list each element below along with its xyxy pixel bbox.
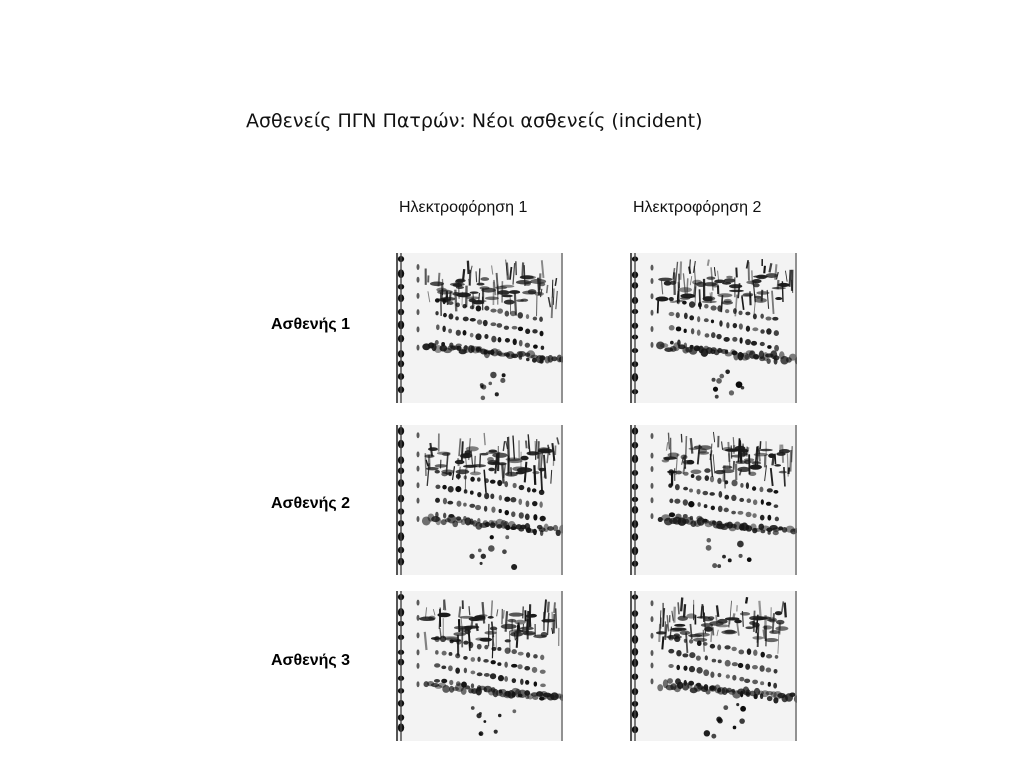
row-label-patient-2: Ασθενής 2	[271, 495, 351, 512]
gel-image-patient-3-run-2	[630, 591, 797, 741]
gel-image-patient-1-run-2	[630, 253, 797, 403]
row-label-patient-1: Ασθενής 1	[271, 316, 351, 333]
gel-image-patient-1-run-1	[396, 253, 563, 403]
column-header-electrophoresis-2: Ηλεκτροφόρηση 2	[633, 199, 762, 216]
row-label-patient-3: Ασθενής 3	[271, 652, 351, 669]
column-header-electrophoresis-1: Ηλεκτροφόρηση 1	[399, 199, 528, 216]
slide-title: Ασθενείς ΠΓΝ Πατρών: Νέοι ασθενείς (incident)	[246, 110, 703, 132]
gel-image-patient-2-run-1	[396, 425, 563, 575]
gel-image-patient-2-run-2	[630, 425, 797, 575]
gel-image-patient-3-run-1	[396, 591, 563, 741]
